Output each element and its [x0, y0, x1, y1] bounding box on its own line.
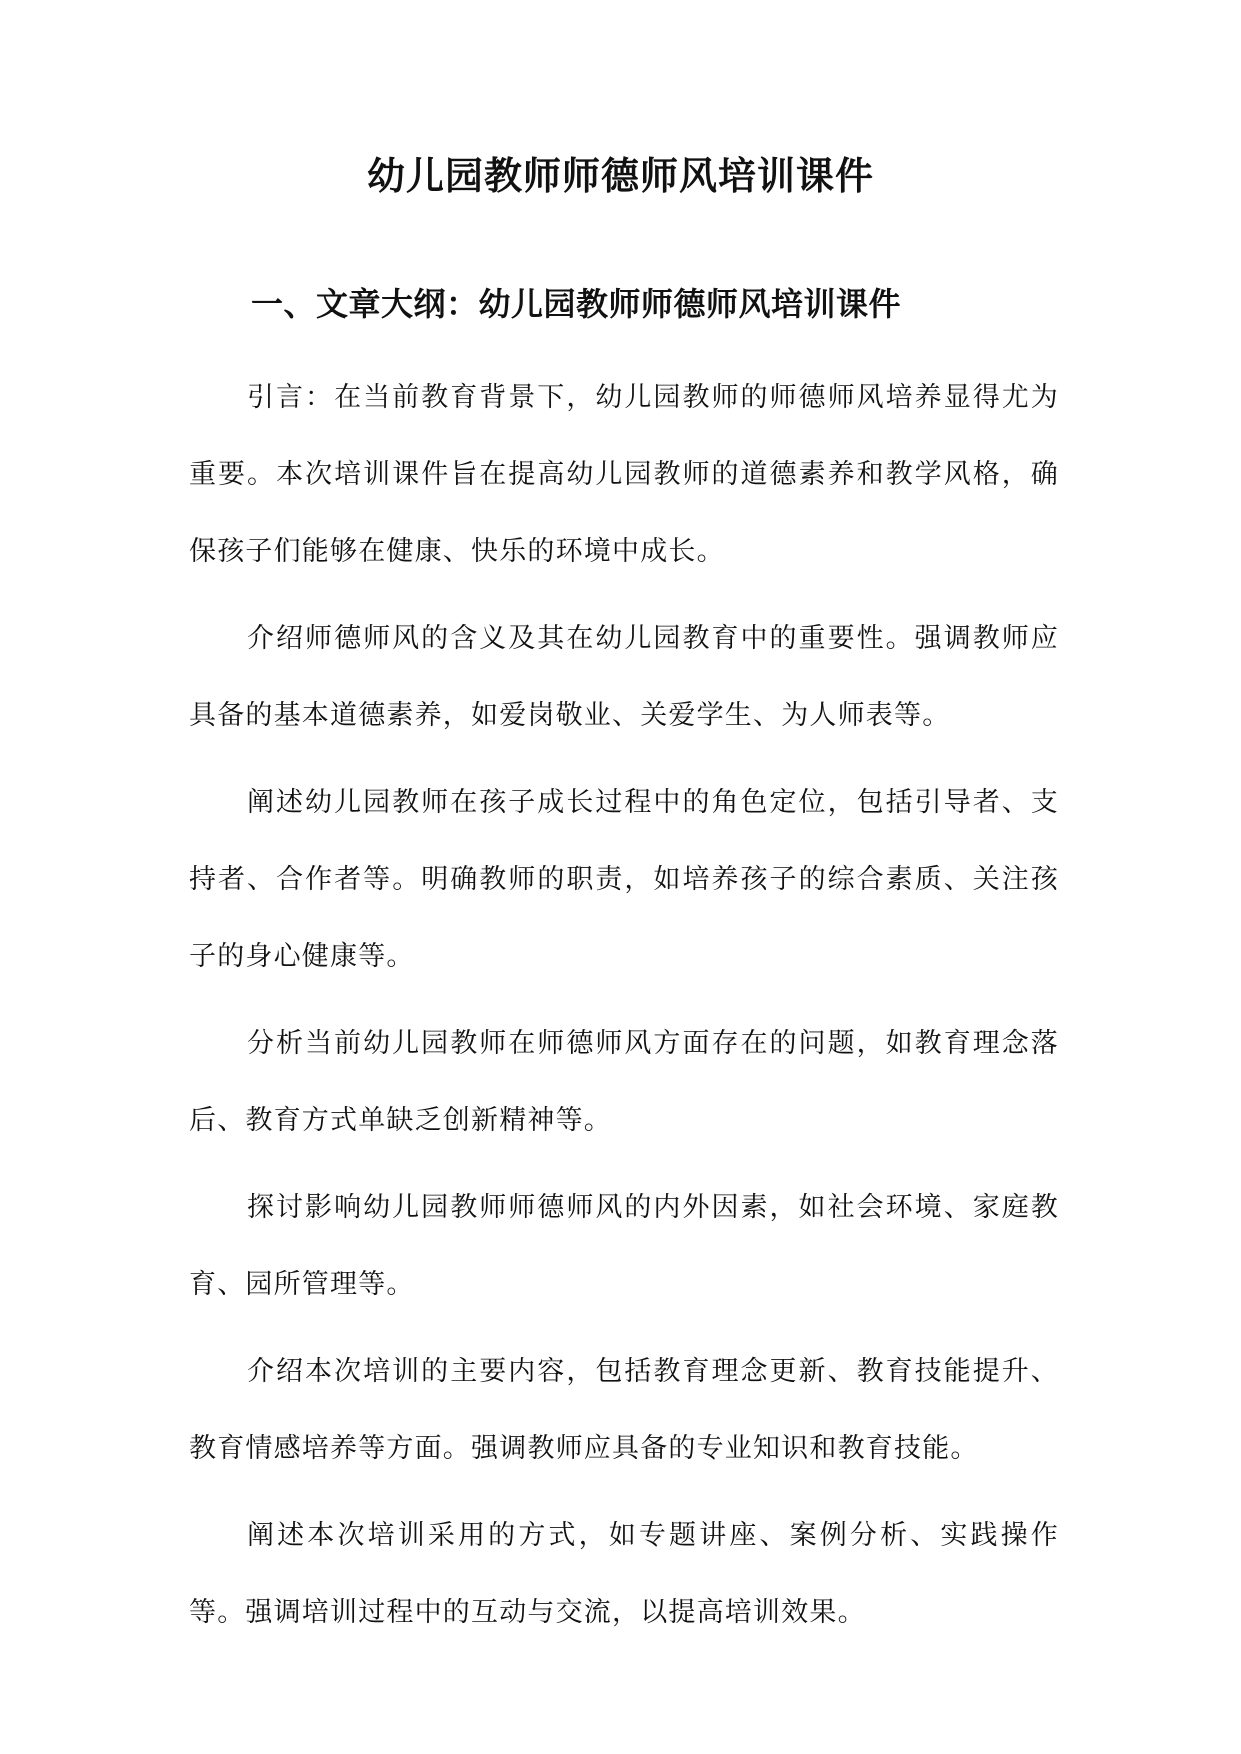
- section-heading: 一、文章大纲：幼儿园教师师德师风培训课件: [251, 285, 902, 323]
- paragraph-meaning: 介绍师德师风的含义及其在幼儿园教育中的重要性。强调教师应具备的基本道德素养，如爱岗敬业、关爱学生、为人师表等。: [189, 623, 1059, 731]
- document-title: 幼儿园教师师德师风培训课件: [366, 153, 874, 198]
- paragraph-content: 介绍本次培训的主要内容，包括教育理念更新、教育技能提升、教育情感培养等方面。强调教师应具备的专业知识和教育技能。: [189, 1356, 1059, 1464]
- paragraph-problems: 分析当前幼儿园教师在师德师风方面存在的问题，如教育理念落后、教育方式单缺乏创新精神等。: [189, 1028, 1059, 1136]
- paragraph-introduction: 引言：在当前教育背景下，幼儿园教师的师德师风培养显得尤为重要。本次培训课件旨在提高幼儿园教师的道德素养和教学风格，确保孩子们能够在健康、快乐的环境中成长。: [189, 382, 1059, 567]
- document-body: [189, 359, 1059, 1661]
- paragraph-methods: 阐述本次培训采用的方式，如专题讲座、案例分析、实践操作等。强调培训过程中的互动与交流，以提高培训效果。: [189, 1520, 1059, 1628]
- paragraph-factors: 探讨影响幼儿园教师师德师风的内外因素，如社会环境、家庭教育、园所管理等。: [189, 1192, 1059, 1300]
- paragraph-role: 阐述幼儿园教师在孩子成长过程中的角色定位，包括引导者、支持者、合作者等。明确教师的职责，如培养孩子的综合素质、关注孩子的身心健康等。: [189, 787, 1059, 972]
